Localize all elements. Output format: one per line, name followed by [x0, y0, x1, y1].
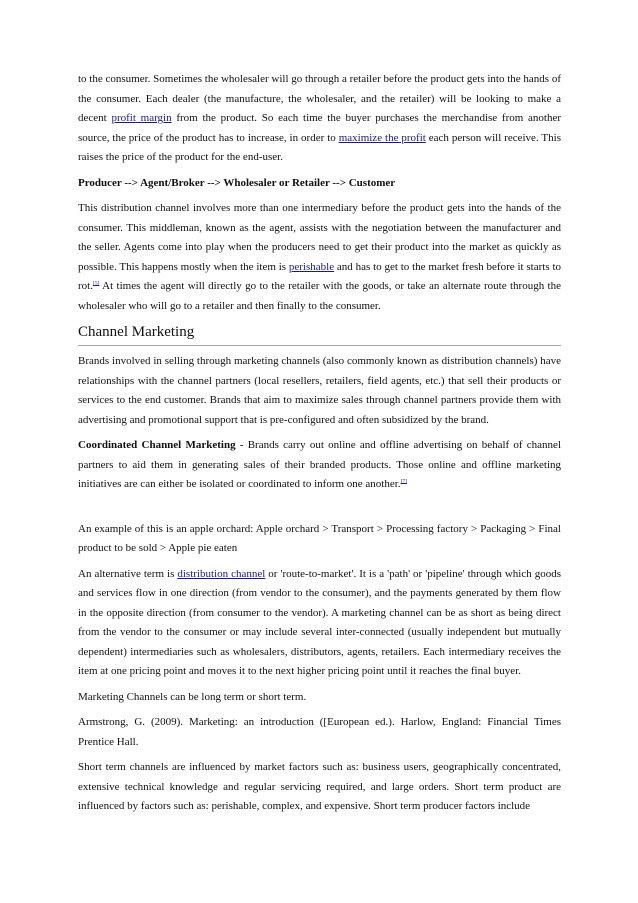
text-run: This distribution channel involves more than one intermediary before the product gets into the hands of the consumer. This middleman, known as the agent, assists with the negotiation between the manufacturer and the seller. Agents come into play when the producers need to get their product into the market as quickly as possible. This happens mostly when the item is: [78, 202, 561, 273]
link-maximize-the-profit[interactable]: maximize the profit: [338, 131, 426, 144]
link-perishable[interactable]: perishable: [288, 260, 335, 273]
paragraph-agent: [78, 199, 561, 316]
reference-5-link[interactable]: [5]: [92, 280, 100, 287]
paragraph-alternative-term: [78, 565, 561, 682]
text-run: from the product. So each time the buyer purchases the merchandise from another source, the price of the product has to increase, in order to: [78, 112, 562, 144]
text-run: to the consumer. Sometimes the wholesaler will go through a retailer before the product gets into the hands of the consumer. Each dealer (the manufacture, the wholesaler, and the retailer) will be looking to make a decent: [78, 73, 561, 124]
text-run: An alternative term is: [78, 567, 178, 580]
text-run: and has to get to the market fresh before it starts to rot.: [78, 260, 561, 292]
paragraph-long-short: Marketing Channels can be long term or short term.: [78, 690, 307, 703]
paragraph-brands: Brands involved in selling through marketing channels (also commonly known as distribution channels) have relationships with the channel partners (local resellers, retailers, field agents, etc.) that sell their products or services to the end customer. Brands that aim to maximize sales through channel partners provide them with advertising and promotional support that is pre-configured and often subsidized by the brand.: [78, 355, 561, 426]
link-profit-margin[interactable]: profit margin: [111, 112, 172, 124]
paragraph-short-term: Short term channels are influenced by market factors such as: business users, geographically concentrated, extensive technical knowledge and regular servicing required, and large orders. Short term product are influenced by factors such as: perishable, complex, and expensive. Short term producer factors include: [78, 761, 561, 812]
reference-7-link[interactable]: [7]: [400, 478, 407, 485]
paragraph-apple-example: An example of this is an apple orchard: Apple orchard > Transport > Processing factory > Packaging > Final product to be sold > Apple pie eaten: [78, 522, 561, 554]
blank-line: [78, 501, 561, 520]
paragraph-intermediaries: [78, 70, 561, 168]
paragraph-coordinated: [78, 436, 561, 495]
distribution-chain-heading: Producer --> Agent/Broker --> Wholesaler or Retailer --> Customer: [78, 176, 396, 189]
section-heading-channel-marketing: Channel Marketing: [78, 322, 561, 346]
bold-term: Coordinated Channel Marketing: [78, 439, 236, 451]
text-run: At times the agent will directly go to the retailer with the goods, or take an alternate route through the wholesaler who will go to a retailer and then finally to the consumer.: [78, 280, 561, 312]
link-distribution-channel[interactable]: distribution channel: [177, 567, 266, 580]
paragraph-citation: Armstrong, G. (2009). Marketing: an introduction ([European ed.). Harlow, England: Financial Times Prentice Hall.: [78, 716, 561, 748]
text-run: each person will receive. This raises the price of the product for the end-user.: [78, 131, 561, 163]
text-run: - Brands carry out online and offline advertising on behalf of channel partners to aid them in generating sales of their branded products. Those online and offline marketing initiatives are can either be isolated or coordinated to inform one another.: [78, 439, 561, 490]
text-run: or 'route-to-market'. It is a 'path' or 'pipeline' through which goods and services flow in one direction (from vendor to the consumer), and the payments generated by them flow in the opposite direction (from consumer to the vendor). A marketing channel can be as short as being direct from the vendor to the consumer or may include several inter-connected (usually independent but mutually dependent) intermediaries such as wholesalers, distributors, agents, retailers. Each intermediary receives the item at one pricing point and moves it to the next higher pricing point until it reaches the final buyer.: [78, 567, 561, 677]
